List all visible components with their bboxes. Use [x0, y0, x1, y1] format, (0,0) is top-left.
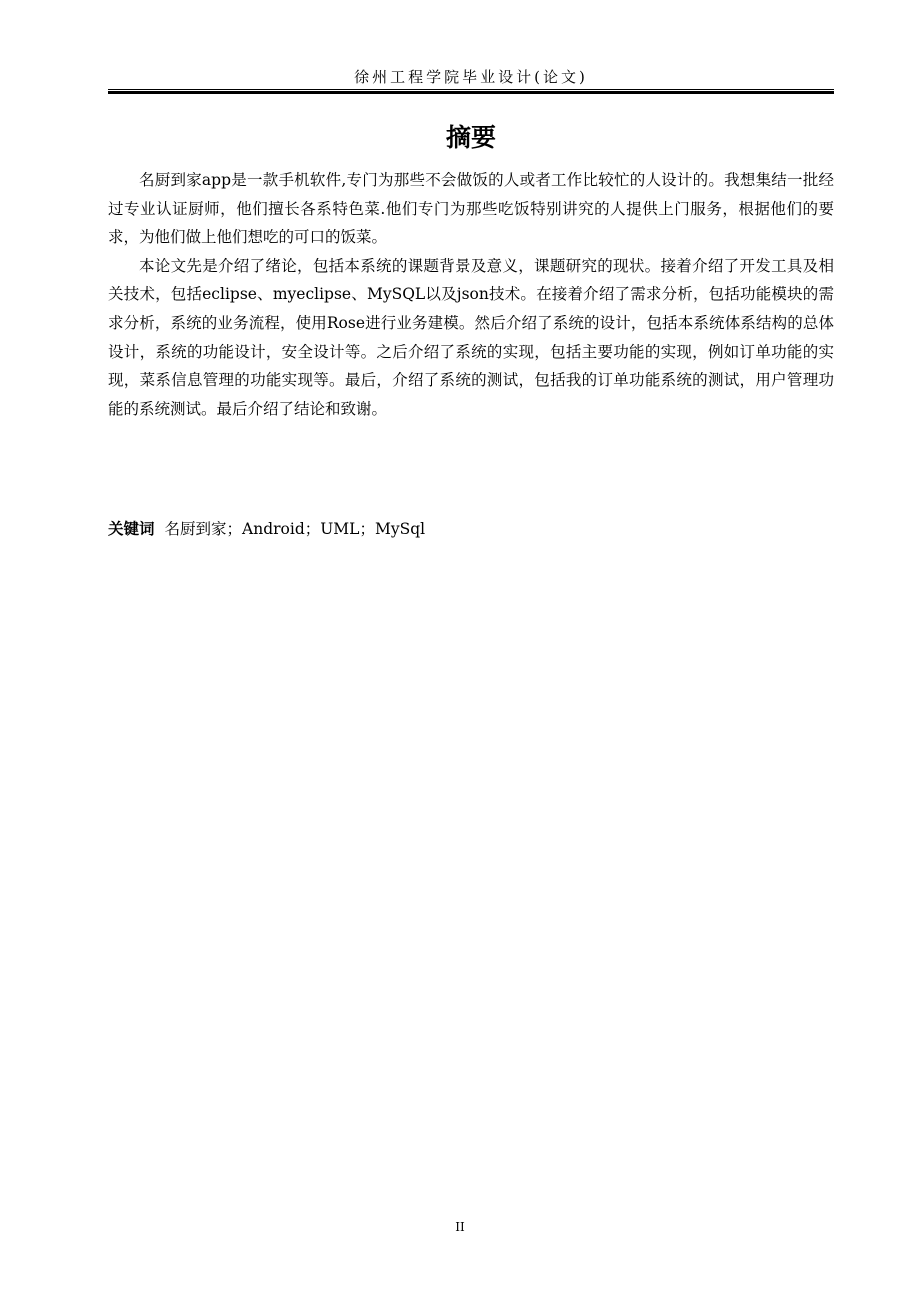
- keywords-line: [108, 516, 834, 542]
- keywords-text: 名厨到家；Android；UML；MySql: [164, 520, 426, 538]
- abstract-paragraph-1: 名厨到家app是一款手机软件,专门为那些不会做饭的人或者工作比较忙的人设计的。我想集结一批经过专业认证厨师，他们擅长各系特色菜.他们专门为那些吃饭特别讲究的人提供上门服务，根据他们的要求，为他们做上他们想吃的可口的饭菜。: [108, 171, 834, 247]
- abstract-title: 摘要: [445, 123, 496, 152]
- running-header: 徐州工程学院毕业设计(论文): [354, 68, 588, 86]
- abstract-paragraph-2: 本论文先是介绍了绪论，包括本系统的课题背景及意义，课题研究的现状。接着介绍了开发工具及相关技术，包括eclipse、myeclipse、MySQL以及json技术。在接着介绍了需求分析，包括功能模块的需求分析，系统的业务流程，使用Rose进行业务建模。然后介绍了系统的设计，包括本系统体系结构的总体设计，系统的功能设计，安全设计等。之后介绍了系统的实现，包括主要功能的实现，例如订单功能的实现，菜系信息管理的功能实现等。最后，介绍了系统的测试，包括我的订单功能系统的测试，用户管理功能的系统测试。最后介绍了结论和致谢。: [108, 256, 834, 418]
- header-rule-thin: [108, 89, 834, 90]
- keywords-label: 关键词: [108, 520, 155, 538]
- header-rule-thick: [108, 91, 834, 94]
- page-number: II: [455, 1220, 465, 1234]
- abstract-body: [108, 166, 834, 423]
